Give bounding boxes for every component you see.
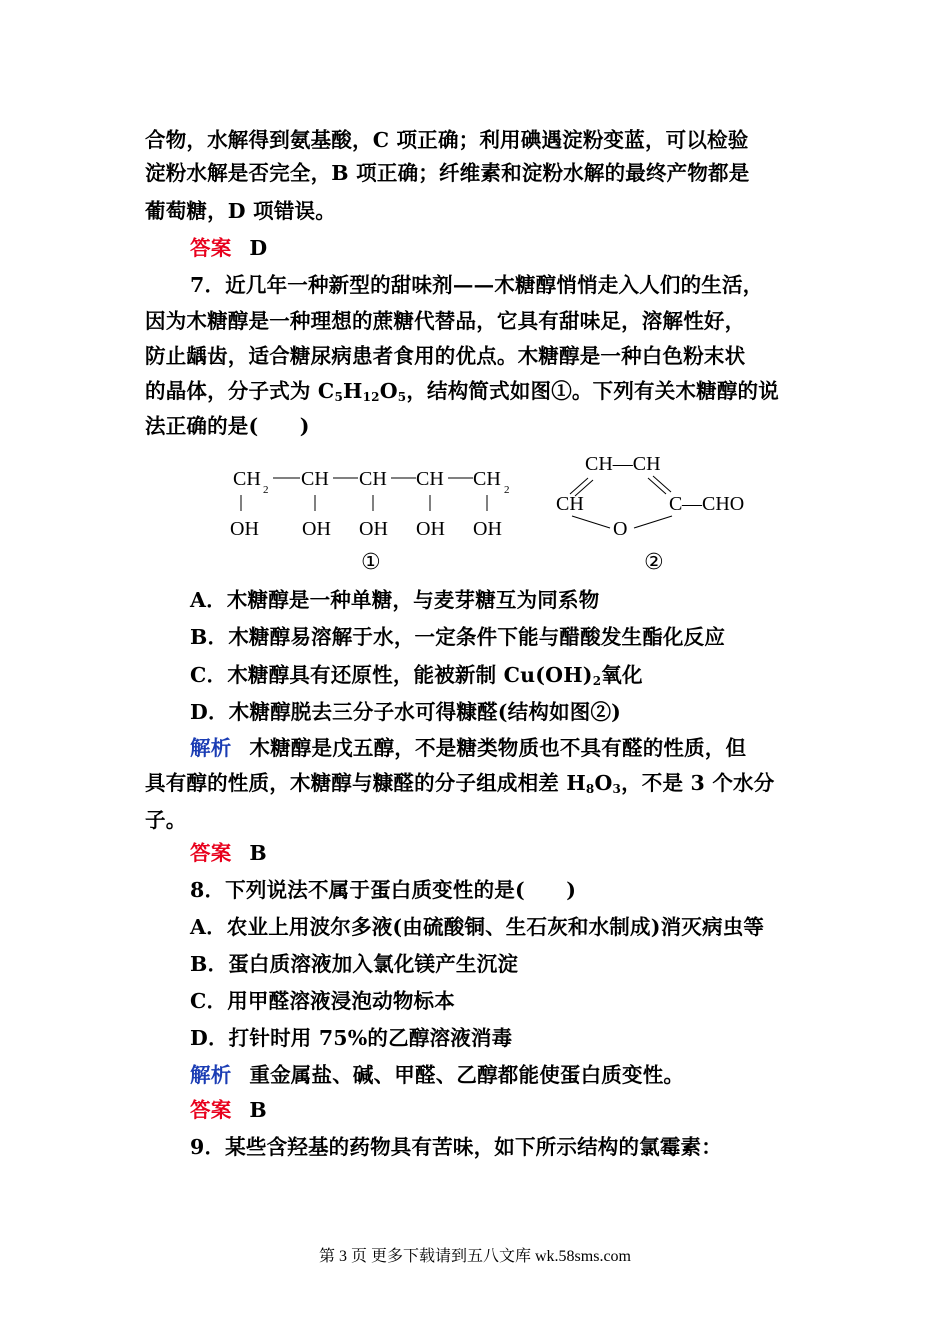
oh-group: OH — [230, 518, 259, 540]
analysis-label: 解析 — [190, 1063, 232, 1087]
oh-group: OH — [416, 518, 445, 540]
answer-label: 答案 — [190, 1098, 232, 1122]
q8-stem: 8．下列说法不属于蛋白质变性的是( ) — [190, 878, 577, 902]
q6-answer-line — [190, 233, 860, 263]
answer-label: 答案 — [190, 236, 232, 260]
q7-stem-line: 7．近几年一种新型的甜味剂——木糖醇悄悄走入人们的生活， — [190, 273, 764, 297]
q7-analysis-line: 具有醇的性质，木糖醇与糠醛的分子组成相差 $H_8O_3$，不是 3 个水分 — [145, 771, 775, 796]
text-line: 合物，水解得到氨基酸，C 项正确；利用碘遇淀粉变蓝，可以检验 — [145, 128, 749, 152]
svg-text:2: 2 — [263, 484, 269, 496]
ch-group: CH — [416, 468, 444, 490]
answer-label: 答案 — [190, 841, 232, 865]
q7-stem-line: 法正确的是( ) — [145, 414, 310, 438]
oh-group: OH — [473, 518, 502, 540]
q7-stem-line: 因为木糖醇是一种理想的蔗糖代替品，它具有甜味足，溶解性好， — [145, 309, 746, 333]
ch-group: CH — [301, 468, 329, 490]
analysis-label: 解析 — [190, 736, 232, 760]
text-line: 葡萄糖，D 项错误。 — [145, 199, 336, 223]
page-footer: 第 3 页 更多下载请到五八文库 wk.58sms.com — [318, 1248, 631, 1265]
oxygen-o: O — [613, 518, 628, 540]
svg-text:2: 2 — [504, 484, 510, 496]
q7-analysis-line: 解析 木糖醇是戊五醇，不是糖类物质也不具有醛的性质，但 — [190, 736, 747, 760]
ch2-group: CH — [233, 468, 261, 490]
q7-answer-line — [190, 838, 860, 868]
ch-left: CH — [556, 493, 584, 515]
q7-option-b: B．木糖醇易溶解于水，一定条件下能与醋酸发生酯化反应 — [190, 625, 726, 649]
q7-stem-line: 防止龋齿，适合糖尿病患者食用的优点。木糖醇是一种白色粉末状 — [145, 344, 746, 368]
q8-option-a: A．农业上用波尔多液(由硫酸铜、生石灰和水制成)消灭病虫等 — [190, 915, 765, 939]
q8-answer-line — [190, 1095, 860, 1125]
ch-group: CH — [359, 468, 387, 490]
text-line: 淀粉水解是否完全，B 项正确；纤维素和淀粉水解的最终产物都是 — [145, 161, 750, 185]
xylitol-structure-figure — [225, 455, 525, 580]
cho-group: —CHO — [682, 493, 745, 515]
answer-value: D — [249, 236, 268, 260]
answer-value: B — [249, 841, 267, 865]
q7-option-d: D．木糖醇脱去三分子水可得糠醛(结构如图②) — [190, 700, 622, 724]
q7-option-a: A．木糖醇是一种单糖，与麦芽糖互为同系物 — [190, 588, 600, 612]
q8-analysis-line: 解析 重金属盐、碱、甲醛、乙醇都能使蛋白质变性。 — [190, 1063, 685, 1087]
q7-option-c: C．木糖醇具有还原性，能被新制 $Cu(OH)_2$氧化 — [190, 663, 643, 688]
carbon-c: C — [669, 493, 683, 515]
q7-stem-line: 的晶体，分子式为 $C_5H_{12}O_5$，结构简式如图①。下列有关木糖醇的说 — [145, 379, 779, 404]
figure-2-label: ② — [644, 550, 664, 575]
ch2-group: CH — [473, 468, 501, 490]
q8-option-c: C．用甲醛溶液浸泡动物标本 — [190, 989, 455, 1013]
q8-option-d: D．打针时用 75%的乙醇溶液消毒 — [190, 1026, 513, 1050]
ch-ch-top: CH—CH — [585, 453, 661, 475]
answer-value: B — [249, 1098, 267, 1122]
figure-1-label: ① — [361, 550, 381, 575]
q9-stem: 9．某些含羟基的药物具有苦味，如下所示结构的氯霉素： — [190, 1135, 722, 1159]
oh-group: OH — [302, 518, 331, 540]
oh-group: OH — [359, 518, 388, 540]
q7-analysis-line: 子。 — [145, 808, 187, 832]
q8-option-b: B．蛋白质溶液加入氯化镁产生沉淀 — [190, 952, 519, 976]
furfural-structure-figure — [550, 448, 765, 578]
